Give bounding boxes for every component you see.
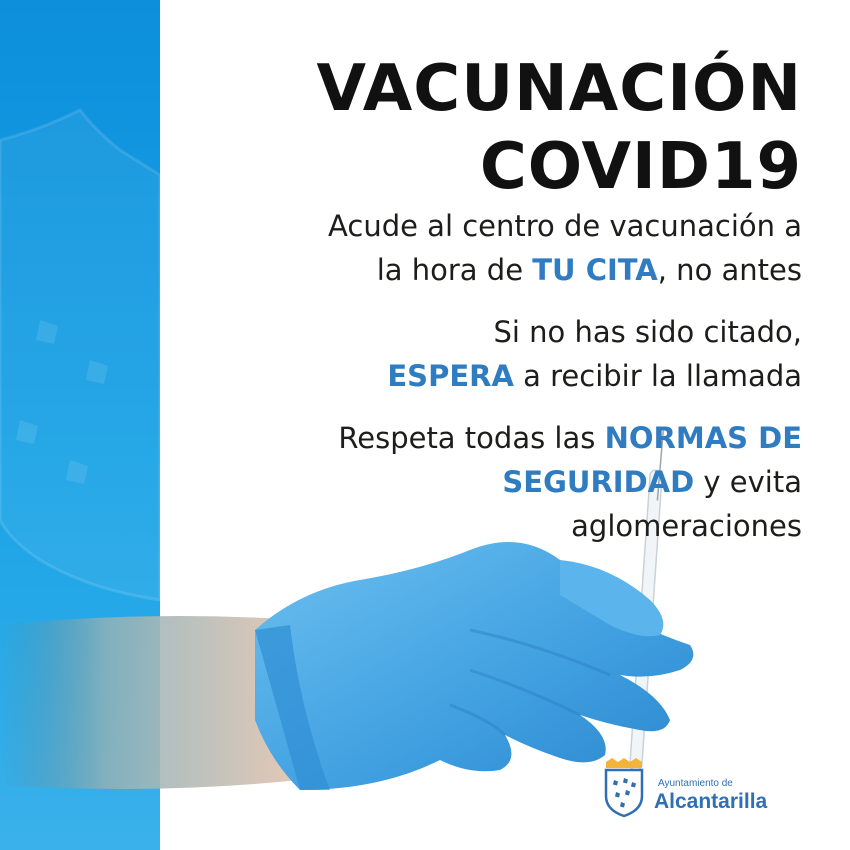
message-wait-line-2-end: a recibir la llamada (513, 359, 802, 393)
coat-of-arms-icon (602, 756, 646, 818)
headline-line-1: VACUNACIÓN (316, 52, 802, 126)
ayuntamiento-logo (602, 756, 802, 820)
message-safety-line-3: aglomeraciones (571, 509, 802, 543)
highlight-normas-de: NORMAS DE (604, 421, 802, 455)
highlight-espera: ESPERA (387, 359, 514, 393)
highlight-seguridad: SEGURIDAD (502, 465, 695, 499)
headline-line-2: COVID19 (479, 130, 802, 204)
highlight-tu-cita: TU CITA (532, 253, 658, 287)
message-safety-line-2-end: y evita (694, 465, 802, 499)
message-appointment (162, 204, 802, 292)
logo-small-text: Ayuntamiento de (658, 778, 733, 789)
message-safety (162, 416, 802, 548)
message-appointment-line-2-start: la hora de (376, 253, 533, 287)
message-appointment-line-1: Acude al centro de vacunación a (328, 209, 802, 243)
message-wait (162, 310, 802, 398)
message-wait-line-1: Si no has sido citado, (493, 315, 802, 349)
logo-town-name: Alcantarilla (654, 790, 768, 813)
message-safety-line-1-start: Respeta todas las (338, 421, 605, 455)
logo-text (654, 778, 767, 814)
message-appointment-line-2-end: , no antes (657, 253, 802, 287)
poster-headline (202, 50, 802, 206)
